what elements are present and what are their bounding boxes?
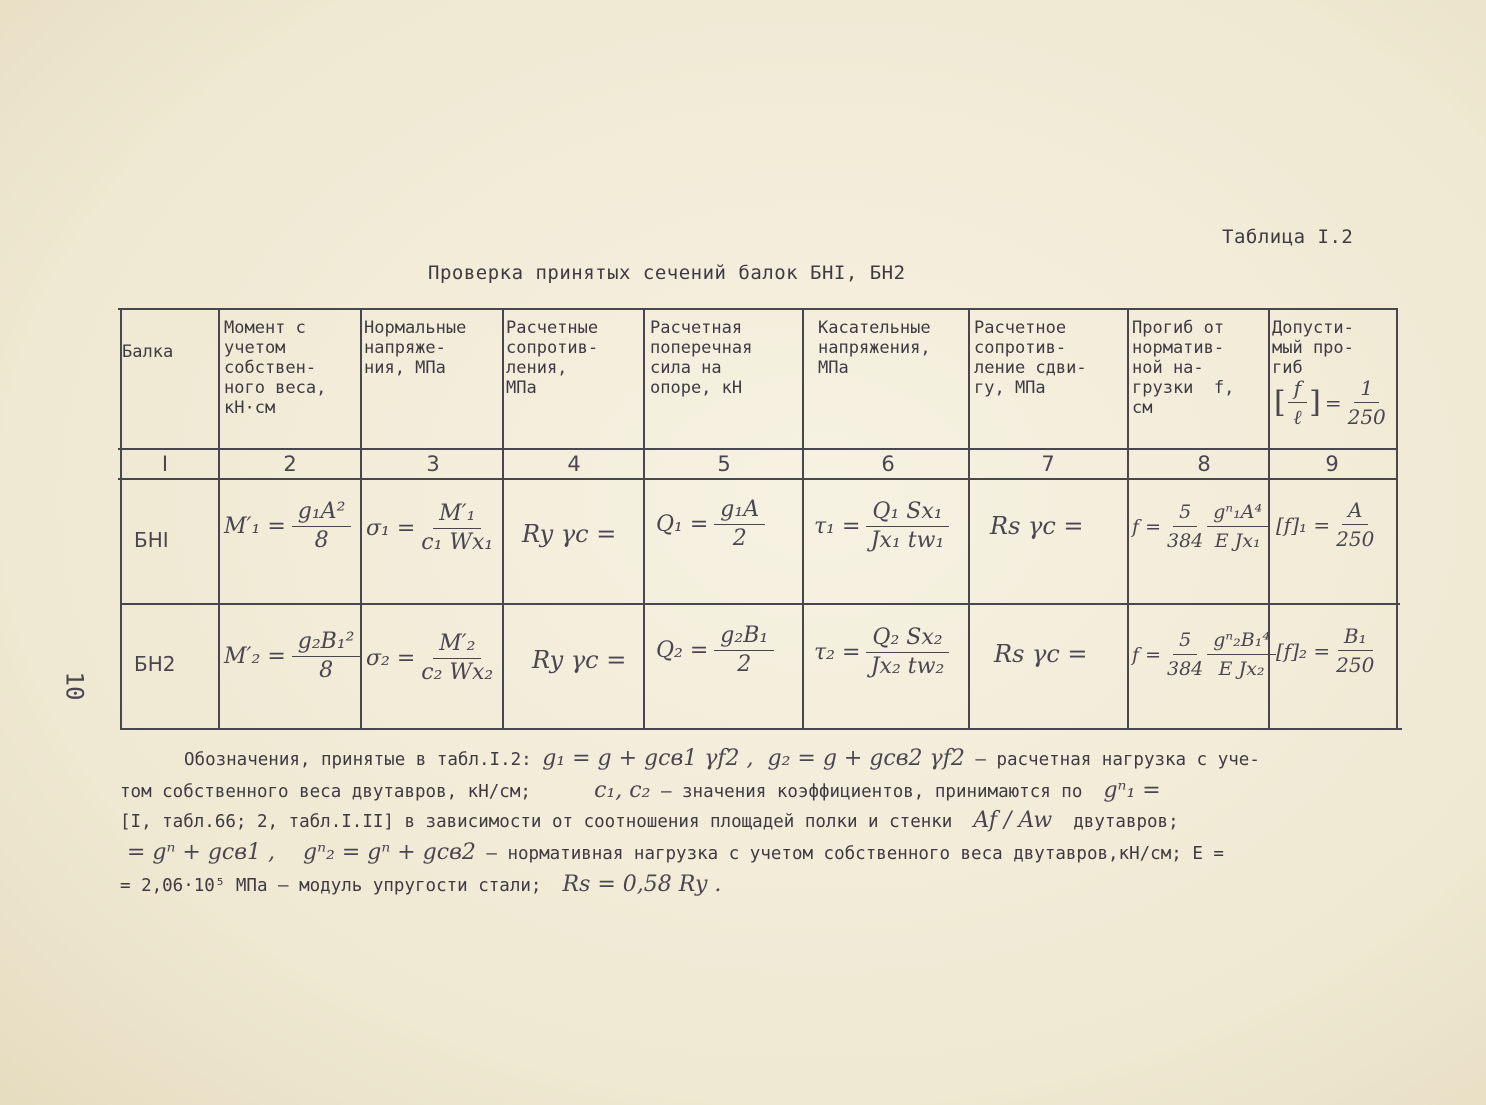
table-rule-top: [118, 308, 1398, 310]
header-shear-force: Расчетная поперечная сила на опоре, кН: [650, 318, 753, 398]
header-normal-stress: Нормальные напряже- ния, МПа: [364, 318, 467, 378]
shear-resistance-formula: Rs γc =: [994, 640, 1088, 668]
col-number-6: 6: [881, 452, 895, 476]
shear-stress-formula: τ₁ = $\frac{\text{Q₁ Sx₁}}{\text{Jx₁ tw₁}}$: [814, 500, 951, 553]
deflection-formula: f = $\frac{5}{384}$ gⁿ₂B₁⁴ E Jx₂: [1132, 628, 1278, 681]
header-allowable-formula: [ f ℓ ] = $\frac{1}{250}$: [1274, 376, 1386, 429]
table-rule-header: [118, 448, 1398, 450]
notes-line-1: Обозначения, принятые в табл.I.2: g₁ = g + gсв1 γf2 , g₂ = g + gсв2 γf2 – расчетная нагрузка с уче-: [184, 746, 1260, 771]
page-number: 10: [60, 671, 89, 701]
allowable-deflection-formula: [f]₁ = $\frac{A}{250}$: [1276, 498, 1375, 551]
table-rule-col5: [643, 308, 645, 730]
table-rule-numbers: [118, 478, 1398, 480]
header-design-resistance: Расчетные сопротив- ления, МПа: [506, 318, 599, 398]
col-number-5: 5: [717, 452, 731, 476]
design-resistance-formula: Ry γc =: [522, 520, 617, 548]
table-rule-left: [120, 308, 122, 730]
col-number-2: 2: [283, 452, 297, 476]
shear-stress-formula: τ₂ = $\frac{\text{Q₂ Sx₂}}{\text{Jx₂ tw₂}}$: [814, 626, 951, 679]
deflection-formula: f = $\frac{5}{384}$ gⁿ₁A⁴ E Jx₁: [1132, 500, 1270, 553]
beam-label: БН2: [134, 652, 176, 676]
normal-stress-formula: σ₁ = $\frac{\text{M′₁}}{\text{c₁ Wx₁}}$: [366, 501, 494, 555]
notes-line-2: том собственного веса двутавров, кН/см; c₁, c₂ – значения коэффициентов, принимаются по gⁿ₁ =: [120, 778, 1161, 803]
col-number-8: 8: [1197, 452, 1211, 476]
moment-formula: M′₁ = $\frac{\text{g₁A²}}{8}$: [224, 500, 353, 553]
notes-line-4: = gⁿ + gсв1 , gⁿ₂ = gⁿ + gсв2 – нормативная нагрузка с учетом собственного веса двутавров,кН/см; E =: [120, 840, 1224, 865]
handwritten-formula: Af / Aw: [973, 808, 1053, 833]
allowable-deflection-formula: [f]₂ = $\frac{\text{B₁}}{250}$: [1276, 624, 1375, 677]
table-rule-right: [1396, 308, 1398, 730]
notes-line-5: = 2,06·10⁵ МПа – модуль упругости стали; Rs = 0,58 Ry .: [120, 872, 722, 897]
design-resistance-formula: Ry γc =: [532, 646, 627, 674]
shear-force-formula: Q₁ = $\frac{\text{g₁A}}{2}$: [656, 498, 767, 551]
handwritten-formula: = gⁿ + gсв1 , gⁿ₂ = gⁿ + gсв2: [120, 840, 476, 865]
header-beam: Балка: [122, 342, 174, 362]
table-rule-col8: [1127, 308, 1129, 730]
header-allowable-deflection: Допусти- мый про- гиб: [1272, 318, 1354, 378]
table-rule-col4: [502, 308, 504, 730]
handwritten-formula: Rs = 0,58 Ry .: [562, 872, 722, 897]
document-title: Проверка принятых сечений балок БНI, БН2: [428, 262, 906, 284]
col-number-9: 9: [1325, 452, 1339, 476]
table-rule-col6: [802, 308, 804, 730]
shear-resistance-formula: Rs γc =: [990, 512, 1084, 540]
notes-line-3: [I, табл.66; 2, табл.I.II] в зависимости от соотношения площадей полки и стенки Af / Aw двутавров;: [120, 808, 1179, 833]
col-number-7: 7: [1041, 452, 1055, 476]
table-rule-col2: [218, 308, 220, 730]
col-number-3: 3: [426, 452, 440, 476]
beam-label: БНI: [134, 528, 169, 552]
table-rule-bottom: [122, 728, 1402, 730]
moment-formula: M′₂ = $\frac{\text{g₂B₁²}}{8}$: [224, 630, 363, 683]
col-number-1: I: [161, 452, 169, 476]
header-shear-stress: Касательные напряжения, МПа: [818, 318, 931, 378]
header-moment: Момент с учетом собствен- ного веса, кН·см: [224, 318, 327, 418]
header-shear-resistance: Расчетное сопротив- ление сдви- гу, МПа: [974, 318, 1087, 398]
table-rule-col7: [968, 308, 970, 730]
normal-stress-formula: σ₂ = $\frac{\text{M′₂}}{\text{c₂ Wx₂}}$: [366, 631, 494, 685]
handwritten-formula: c₁, c₂: [594, 778, 651, 803]
table-label: Таблица I.2: [1222, 226, 1354, 248]
shear-force-formula: Q₂ = $\frac{\text{g₂B₁}}{2}$: [656, 624, 776, 677]
col-number-4: 4: [567, 452, 581, 476]
handwritten-formula: g₁ = g + gсв1 γf2 , g₂ = g + gсв2 γf2: [542, 746, 965, 771]
handwritten-formula: gⁿ₁ =: [1103, 778, 1161, 803]
table-rule-row: [122, 603, 1400, 605]
header-deflection: Прогиб от норматив- ной на- грузки f, см: [1132, 318, 1235, 418]
